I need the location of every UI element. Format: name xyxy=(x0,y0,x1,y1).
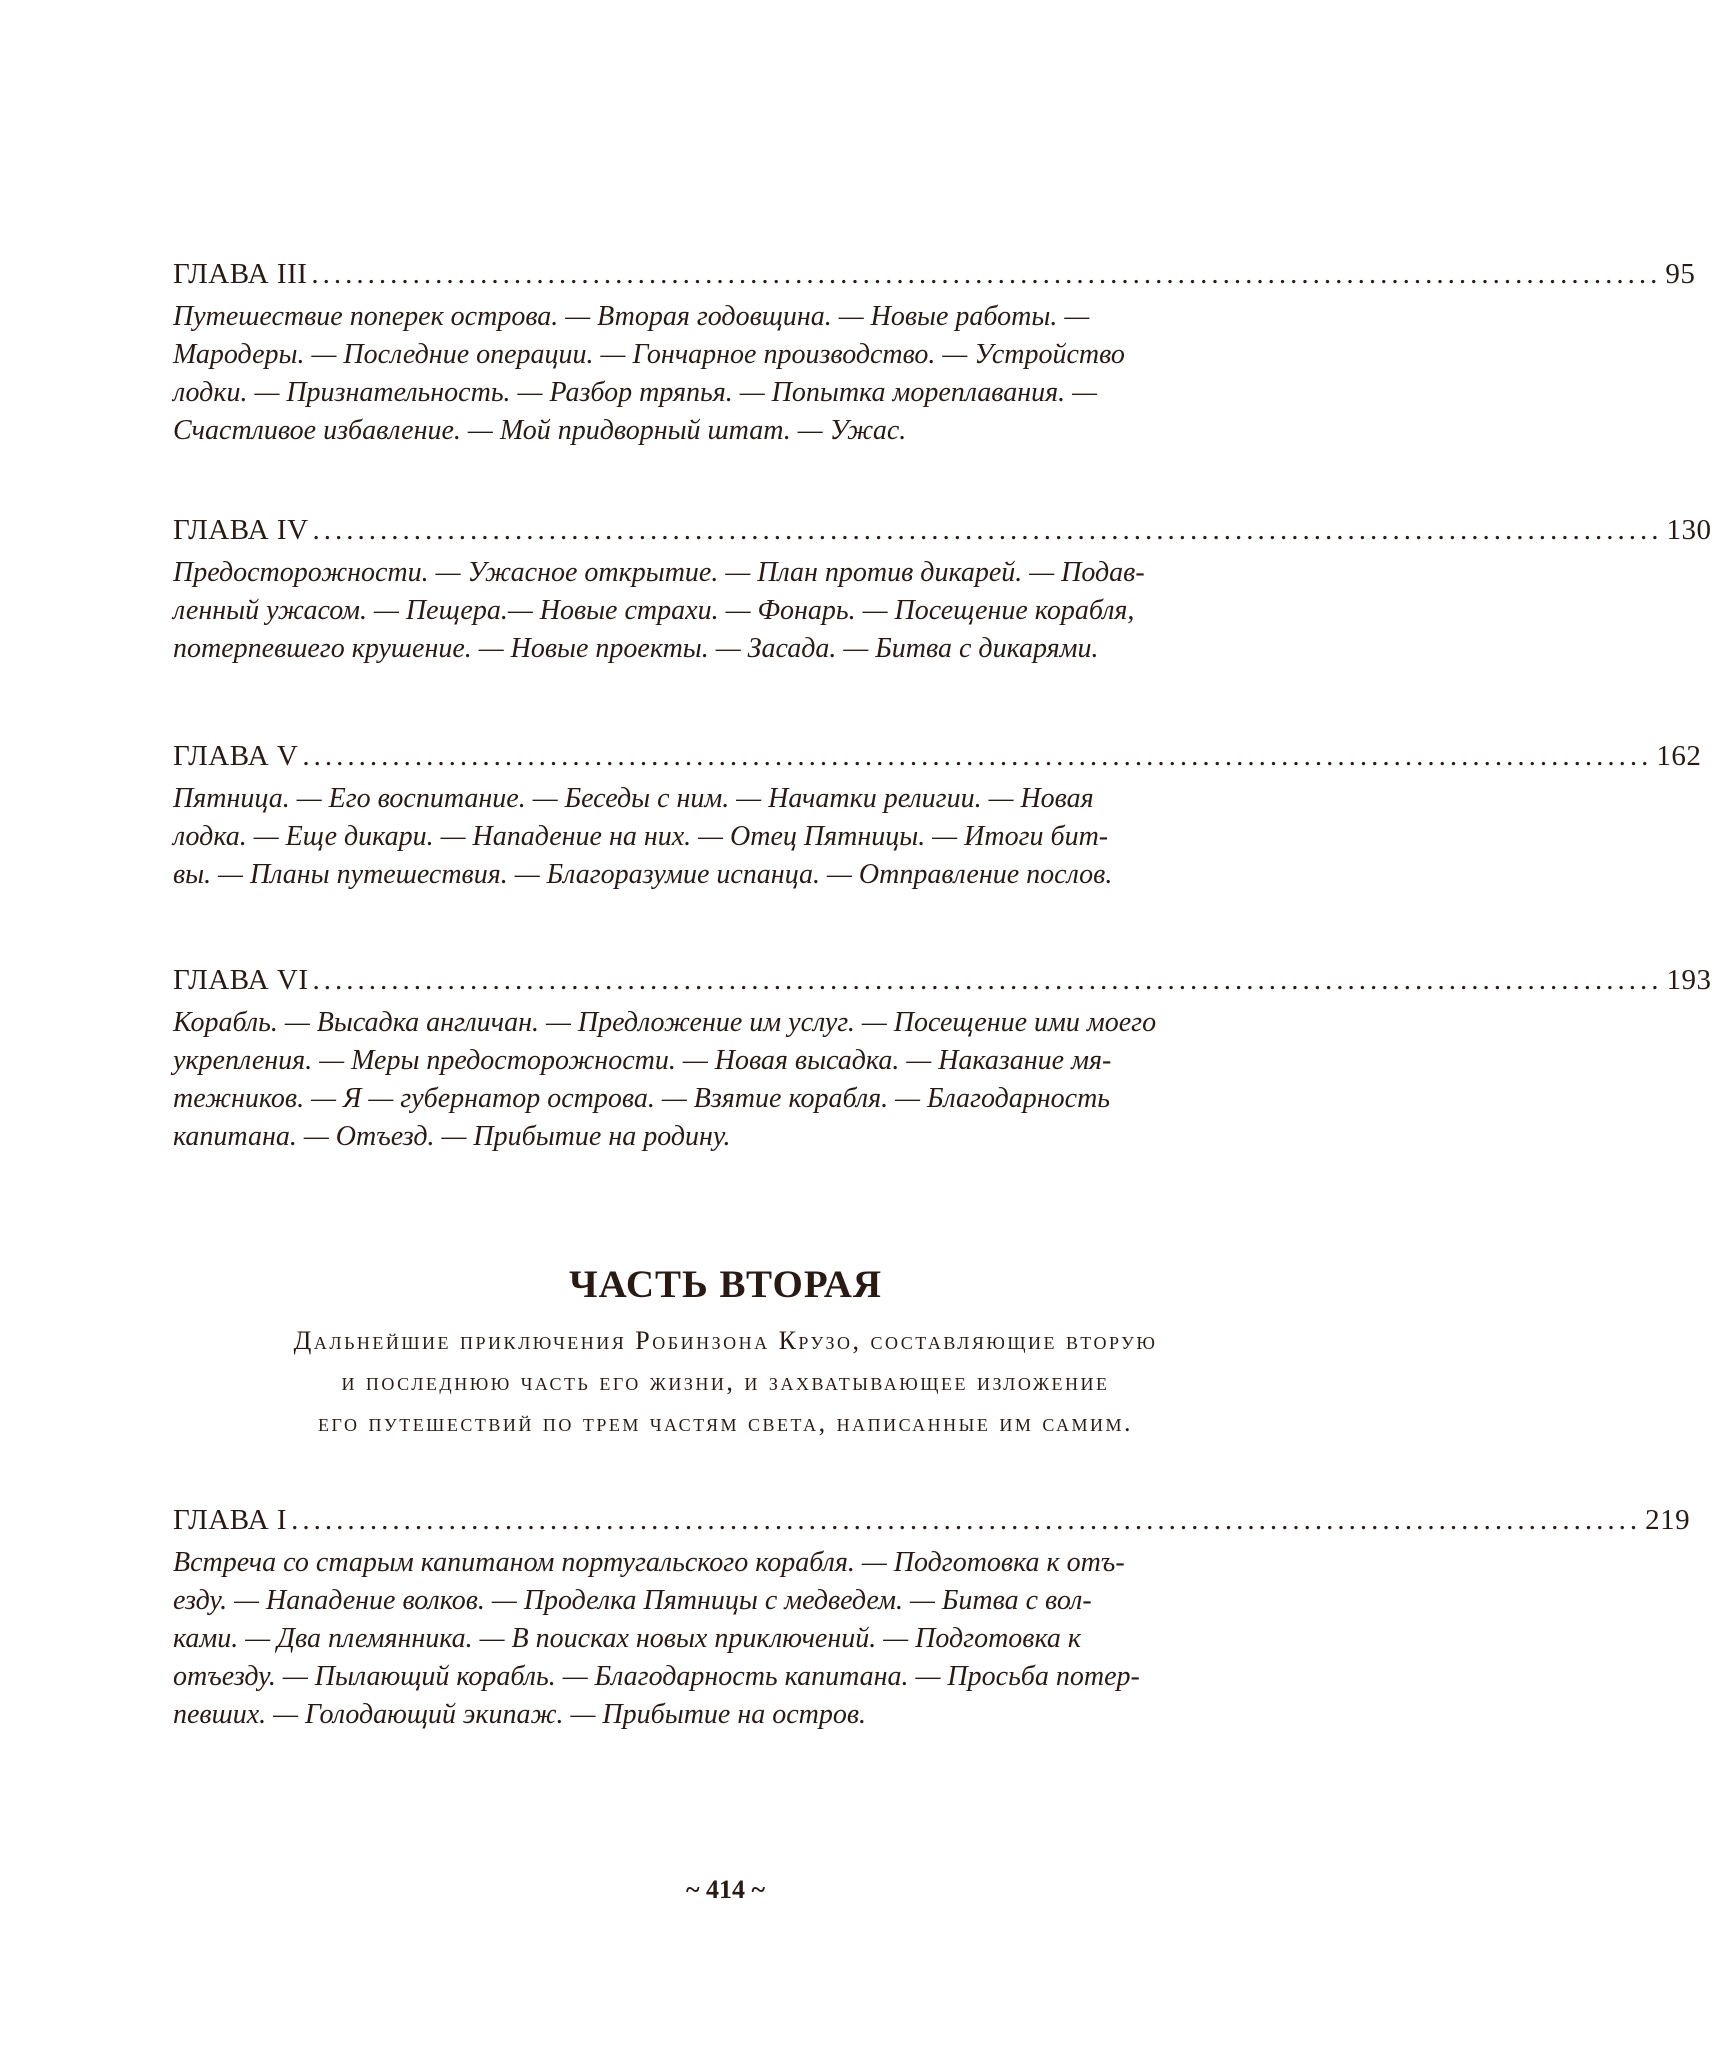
summary-line: певших. — Голодающий экипаж. — Прибытие на остров. xyxy=(173,1699,867,1730)
toc-entry-part2-chapter-1 xyxy=(173,1502,1691,1734)
dot-leader: ........................................................................................................................ xyxy=(302,740,1653,772)
toc-entry-chapter-3 xyxy=(173,256,1696,450)
summary-line: езду. — Нападение волков. — Проделка Пятницы с медведем. — Битва с вол- xyxy=(173,1585,1092,1616)
dot-leader: ........................................................................................................................ xyxy=(312,514,1663,546)
toc-entry-heading xyxy=(173,256,1696,292)
summary-line: Путешествие поперек острова. — Вторая годовщина. — Новые работы. — xyxy=(173,301,1090,332)
subtitle-line: Дальнейшие приключения Робинзона Крузо, составляющие вторую xyxy=(293,1326,1158,1355)
chapter-title: ГЛАВА VI xyxy=(173,964,309,996)
summary-line: Счастливое избавление. — Мой придворный штат. — Ужас. xyxy=(173,415,907,446)
chapter-summary xyxy=(173,554,1280,668)
toc-entry-chapter-6 xyxy=(173,962,1712,1156)
chapter-title: ГЛАВА V xyxy=(173,740,299,772)
dot-leader: ........................................................................................................................ xyxy=(312,964,1663,996)
summary-line: укрепления. — Меры предосторожности. — Новая высадка. — Наказание мя- xyxy=(173,1045,1112,1076)
summary-line: ками. — Два племянника. — В поисках новых приключений. — Подготовка к xyxy=(173,1623,1081,1654)
toc-entry-chapter-4 xyxy=(173,512,1712,668)
chapter-summary xyxy=(173,780,1280,894)
dot-leader: ........................................................................................................................ xyxy=(311,258,1662,290)
chapter-summary xyxy=(173,1004,1280,1156)
summary-line: лодки. — Признательность. — Разбор тряпья. — Попытка мореплавания. — xyxy=(173,377,1098,408)
summary-line: вы. — Планы путешествия. — Благоразумие испанца. — Отправление послов. xyxy=(173,859,1113,890)
chapter-title: ГЛАВА I xyxy=(173,1504,288,1536)
part-title: ЧАСТЬ ВТОРАЯ xyxy=(568,1263,883,1306)
summary-line: потерпевшего крушение. — Новые проекты. — Засада. — Битва с дикарями. xyxy=(173,633,1099,664)
summary-line: отъезду. — Пылающий корабль. — Благодарность капитана. — Просьба потер- xyxy=(173,1661,1140,1692)
part-subtitle xyxy=(0,1320,1451,1443)
summary-line: ленный ужасом. — Пещера.— Новые страхи. — Фонарь. — Посещение корабля, xyxy=(173,595,1135,626)
summary-line: Предосторожности. — Ужасное открытие. — План против дикарей. — Подав- xyxy=(173,557,1145,588)
chapter-summary xyxy=(173,1544,1280,1734)
page-number: 130 xyxy=(1666,514,1712,546)
summary-line: Пятница. — Его воспитание. — Беседы с ним. — Начатки религии. — Новая xyxy=(173,783,1094,814)
summary-line: лодка. — Еще дикари. — Нападение на них. — Отец Пятницы. — Итоги бит- xyxy=(173,821,1109,852)
summary-line: Встреча со старым капитаном португальского корабля. — Подготовка к отъ- xyxy=(173,1547,1125,1578)
subtitle-line: его путешествий по трем частям света, написанные им самим. xyxy=(318,1408,1133,1437)
summary-line: Корабль. — Высадка англичан. — Предложение им услуг. — Посещение ими моего xyxy=(173,1007,1157,1038)
toc-entry-chapter-5 xyxy=(173,738,1702,894)
toc-entry-heading xyxy=(173,962,1712,998)
chapter-summary xyxy=(173,298,1280,450)
page-number: 162 xyxy=(1656,740,1702,772)
part-two-heading xyxy=(0,1262,1451,1443)
toc-entry-heading xyxy=(173,1502,1691,1538)
page-folio: ~ 414 ~ xyxy=(685,1875,766,1904)
summary-line: тежников. — Я — губернатор острова. — Взятие корабля. — Благодарность xyxy=(173,1083,1111,1114)
summary-line: Мародеры. — Последние операции. — Гончарное производство. — Устройство xyxy=(173,339,1125,370)
toc-entry-heading xyxy=(173,738,1702,774)
page-number: 193 xyxy=(1666,964,1712,996)
summary-line: капитана. — Отъезд. — Прибытие на родину. xyxy=(173,1121,731,1152)
chapter-title: ГЛАВА III xyxy=(173,258,308,290)
toc-entry-heading xyxy=(173,512,1712,548)
chapter-title: ГЛАВА IV xyxy=(173,514,309,546)
page-number: 219 xyxy=(1645,1504,1691,1536)
subtitle-line: и последнюю часть его жизни, и захватывающее изложение xyxy=(341,1367,1110,1396)
dot-leader: ........................................................................................................................ xyxy=(291,1504,1642,1536)
page-number: 95 xyxy=(1665,258,1696,290)
